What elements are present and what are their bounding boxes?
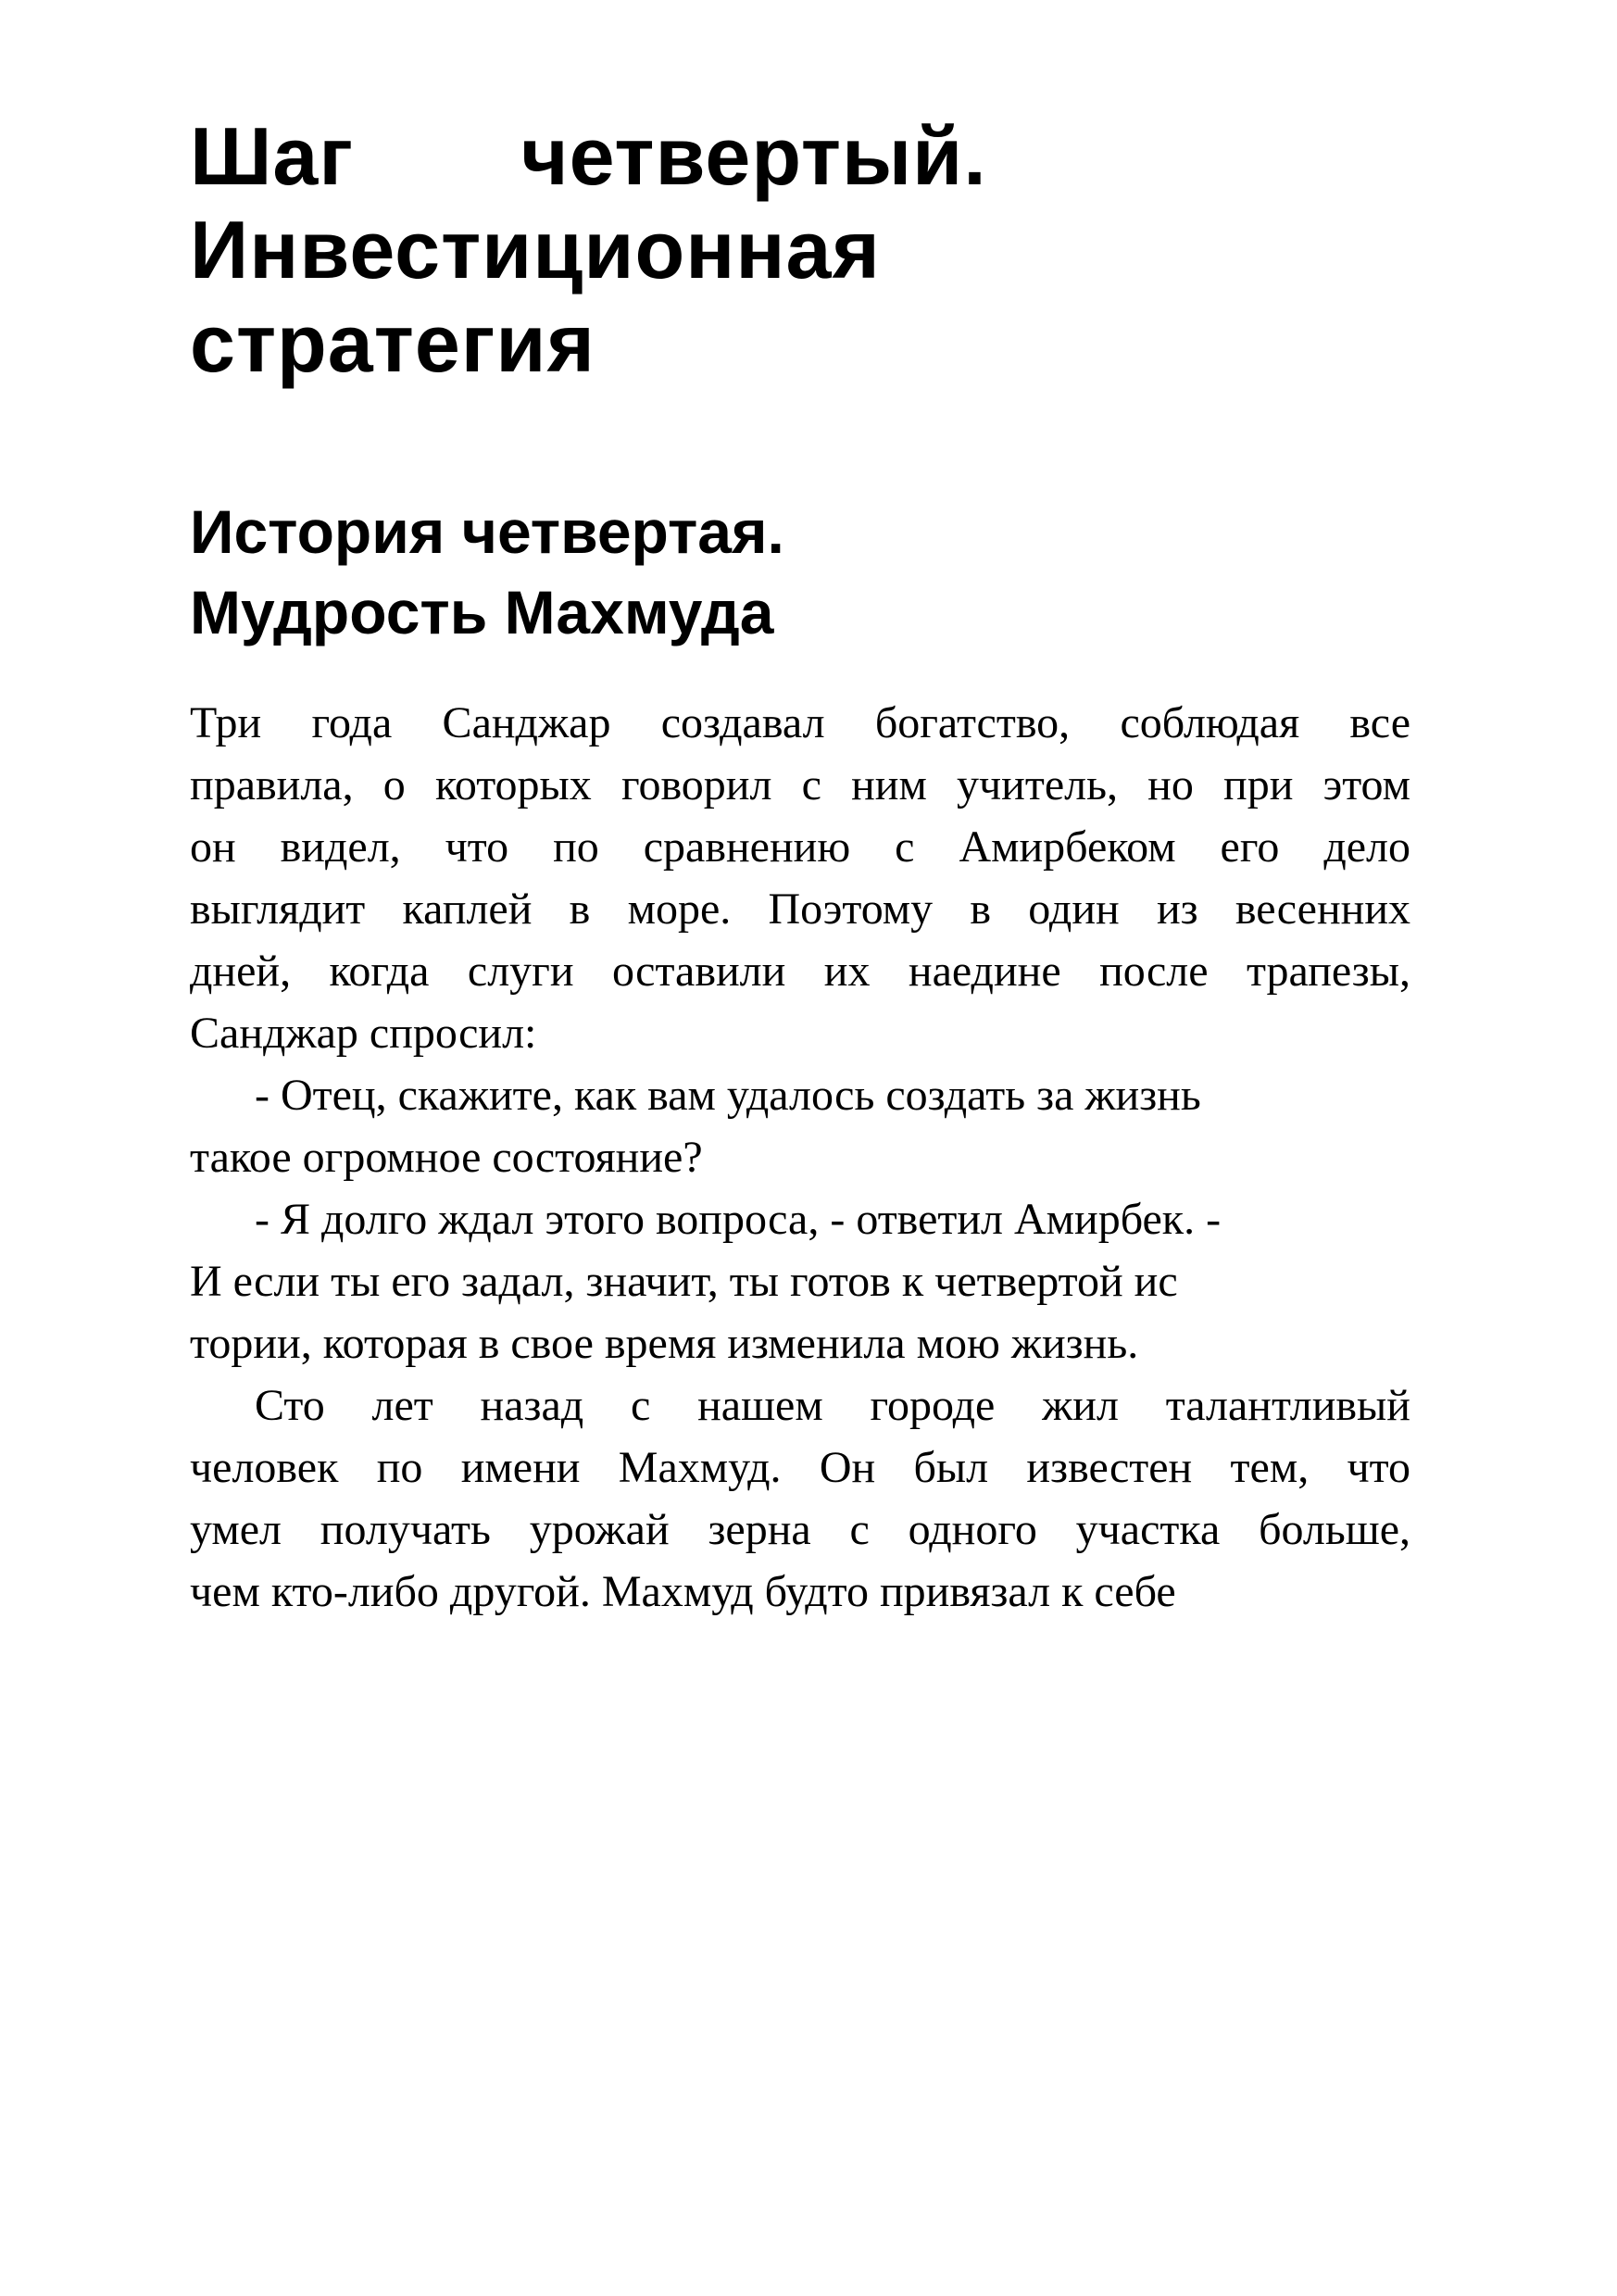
story-subheading-line: История четвертая. xyxy=(190,497,784,566)
text-line: умел получать урожай зерна с одного участка больше, xyxy=(190,1505,1410,1554)
story-subheading-line: Мудрость Махмуда xyxy=(190,578,774,646)
text-line: - Я долго ждал этого вопроса, - ответил Амирбек. - xyxy=(255,1195,1222,1244)
text-line: Санджар спросил: xyxy=(190,1009,537,1058)
text-line: чем кто-либо другой. Махмуд будто привязал к себе xyxy=(190,1567,1176,1616)
text-line: такое огромное состояние? xyxy=(190,1133,703,1182)
text-line: И если ты его задал, значит, ты готов к четвертой ис xyxy=(190,1257,1178,1306)
story-subheading xyxy=(190,492,1410,653)
text-line: он видел, что по сравнению с Амирбеком его дело xyxy=(190,822,1410,872)
text-line: тории, которая в свое время изменила мою жизнь. xyxy=(190,1319,1139,1368)
chapter-heading-line: Шаг четвертый. xyxy=(190,110,987,202)
text-line: Три года Санджар создавал богатство, соблюдая все xyxy=(190,698,1410,747)
page-content xyxy=(190,109,1410,1623)
body-paragraphs xyxy=(190,692,1410,1623)
text-line: Сто лет назад с нашем городе жил талантливый xyxy=(255,1381,1410,1430)
chapter-heading xyxy=(190,109,1410,390)
text-line: - Отец, скажите, как вам удалось создать за жизнь xyxy=(255,1071,1201,1120)
chapter-heading-line: Инвестиционная xyxy=(190,204,881,295)
chapter-heading-line: стратегия xyxy=(190,297,595,389)
text-line: правила, о которых говорил с ним учитель, но при этом xyxy=(190,760,1410,809)
text-line: человек по имени Махмуд. Он был известен тем, что xyxy=(190,1443,1410,1492)
text-line: выглядит каплей в море. Поэтому в один из весенних xyxy=(190,885,1410,934)
text-line: дней, когда слуги оставили их наедине после трапезы, xyxy=(190,947,1410,996)
